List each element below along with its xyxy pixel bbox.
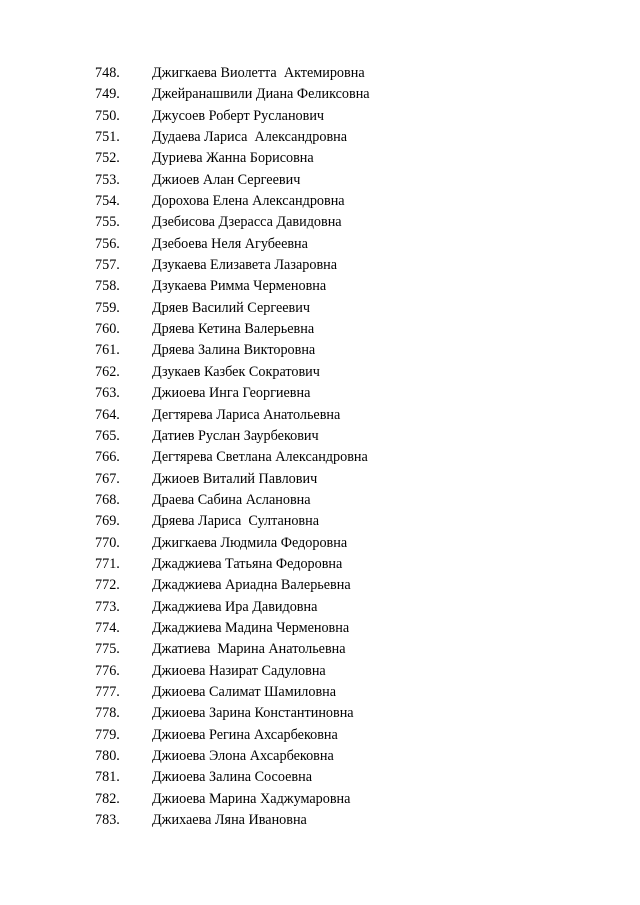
entry-number: 782. [95,790,120,807]
entry-name: Джатиева Марина Анатольевна [152,641,346,658]
entry-number: 749. [95,86,120,103]
entry-number: 757. [95,257,120,274]
entry-name: Джиоев Виталий Павлович [152,470,318,487]
entry-number: 762. [95,363,120,380]
entry-number: 756. [95,235,120,252]
list-item [0,106,640,127]
list-item [0,362,640,383]
list-item [0,639,640,660]
entry-number: 751. [95,129,120,146]
entry-name: Джаджиева Татьяна Федоровна [152,555,343,572]
entry-number: 750. [95,107,120,124]
entry-number: 752. [95,150,120,167]
entry-name: Дзукаев Казбек Сократович [152,363,320,380]
entry-number: 774. [95,619,120,636]
entry-number: 753. [95,171,120,188]
entry-name: Джигкаева Виолетта Актемировна [152,65,365,81]
entry-number: 783. [95,812,120,829]
list-item [0,383,640,404]
entry-name: Джаджиева Ира Давидовна [152,598,318,615]
list-item [0,490,640,511]
entry-number: 767. [95,470,120,487]
list-item [0,469,640,490]
list-item [0,234,640,255]
entry-name: Дряев Василий Сергеевич [152,299,310,316]
list-item [0,276,640,297]
list-item [0,405,640,426]
list-item [0,597,640,618]
entry-number: 761. [95,342,120,359]
entry-number: 780. [95,748,120,764]
list-item [0,703,640,724]
entry-name: Джиоев Алан Сергеевич [152,171,301,188]
entry-number: 779. [95,726,120,743]
entry-name: Джаджиева Мадина Черменовна [152,619,350,636]
entry-name: Джиоева Марина Хаджумаровна [152,790,351,807]
list-item [0,618,640,639]
entry-number: 748. [95,65,120,81]
list-item [0,767,640,788]
entry-name: Дряева Залина Викторовна [152,342,316,359]
entry-number: 778. [95,705,120,722]
list-item [0,725,640,746]
entry-name: Джиоева Салимат Шамиловна [152,683,337,700]
entry-name: Джиоева Инга Георгиевна [152,385,311,402]
list-item [0,212,640,233]
list-item [0,447,640,468]
list-item [0,84,640,105]
entry-number: 777. [95,683,120,700]
entry-name: Дзукаева Римма Черменовна [152,278,327,295]
entry-number: 760. [95,321,120,338]
list-item [0,810,640,831]
list-item [0,682,640,703]
entry-name: Дегтярева Лариса Анатольевна [152,406,341,423]
entry-name: Джиоева Регина Ахсарбековна [152,726,338,743]
entry-number: 770. [95,534,120,551]
entry-name: Джиоева Элона Ахсарбековна [152,748,334,764]
list-item [0,511,640,532]
list-item [0,789,640,810]
entry-number: 764. [95,406,120,423]
entry-name: Дзебисова Дзерасса Давидовна [152,214,342,231]
entry-name: Датиев Руслан Заурбекович [152,427,319,444]
entry-number: 758. [95,278,120,295]
entry-number: 755. [95,214,120,231]
list-item [0,554,640,575]
entry-number: 766. [95,449,120,466]
list-item [0,340,640,361]
entry-number: 772. [95,577,120,594]
list-item [0,533,640,554]
list-item [0,191,640,212]
entry-name: Дудаева Лариса Александровна [152,129,348,146]
list-item [0,298,640,319]
list-item [0,63,640,84]
entry-name: Дуриева Жанна Борисовна [152,150,314,167]
entry-number: 765. [95,427,120,444]
entry-number: 759. [95,299,120,316]
entry-number: 763. [95,385,120,402]
entry-name: Дорохова Елена Александровна [152,193,345,210]
entry-number: 773. [95,598,120,615]
entry-name: Джейранашвили Диана Феликсовна [152,86,370,103]
list-item [0,426,640,447]
list-item [0,170,640,191]
entry-name: Дегтярева Светлана Александровна [152,449,368,466]
entry-number: 768. [95,491,120,508]
list-item [0,746,640,767]
list-item [0,319,640,340]
entry-name: Дзебоева Неля Агубеевна [152,235,308,252]
entry-name: Дряева Кетина Валерьевна [152,321,315,338]
entry-name: Дзукаева Елизавета Лазаровна [152,257,338,274]
entry-number: 771. [95,555,120,572]
entry-name: Джигкаева Людмила Федоровна [152,534,348,551]
list-item [0,148,640,169]
entry-number: 775. [95,641,120,658]
list-item [0,575,640,596]
entry-name: Драева Сабина Аслановна [152,491,311,508]
entry-name: Джиоева Назират Садуловна [152,662,326,679]
entry-number: 754. [95,193,120,210]
entry-name: Джусоев Роберт Русланович [152,107,325,124]
list-item [0,255,640,276]
entry-name: Джиоева Зарина Константиновна [152,705,354,722]
entry-name: Джихаева Ляна Ивановна [152,812,307,829]
entry-name: Джаджиева Ариадна Валерьевна [152,577,351,594]
name-list [0,63,640,831]
entry-name: Джиоева Залина Сосоевна [152,769,312,786]
list-item [0,661,640,682]
entry-name: Дряева Лариса Султановна [152,513,320,530]
list-item [0,127,640,148]
entry-number: 781. [95,769,120,786]
entry-number: 776. [95,662,120,679]
entry-number: 769. [95,513,120,530]
